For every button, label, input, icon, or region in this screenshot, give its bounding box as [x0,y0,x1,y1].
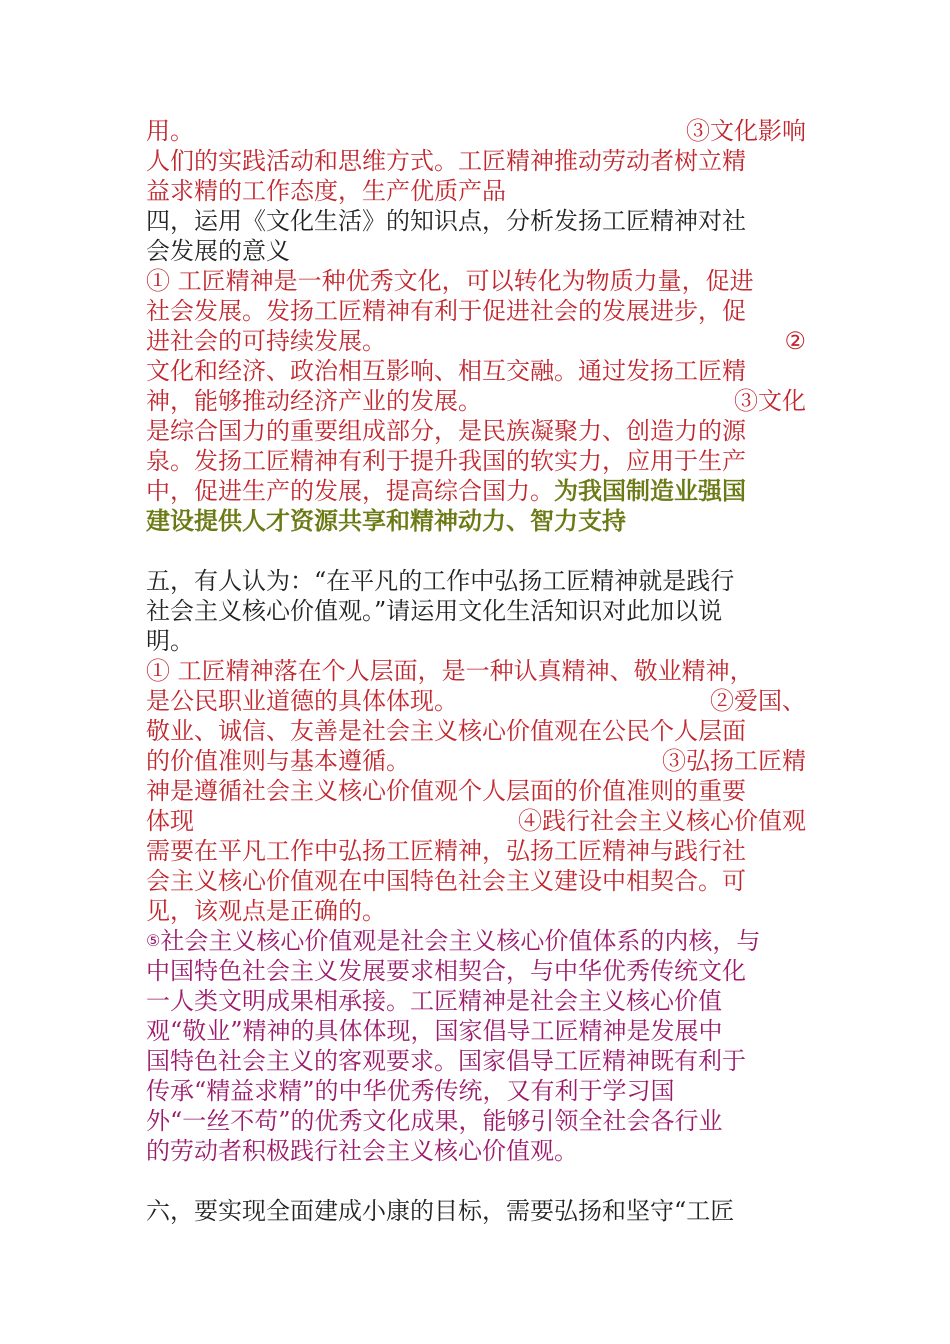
text-line [146,896,806,926]
text-line [146,776,806,806]
text-line [146,176,806,206]
line-right-text: ② [784,327,806,355]
blank-line [146,1166,806,1196]
line-text: 见，该观点是正确的。 [146,897,386,925]
line-right-text: ③文化 [734,387,806,415]
line-text: 会发展的意义 [146,237,290,265]
line-text: 泉。发扬工匠精神有利于提升我国的软实力，应用于生产 [146,447,746,475]
line-text: 敬业、诚信、友善是社会主义核心价值观在公民个人层面 [146,717,746,745]
line-text: 人们的实践活动和思维方式。工匠精神推动劳动者树立精 [146,147,746,175]
text-line [146,806,806,836]
text-line [146,986,806,1016]
text-line [146,206,806,236]
line-left-text: 体现 [146,807,194,835]
line-text: 是综合国力的重要组成部分，是民族凝聚力、创造力的源 [146,417,746,445]
line-text: 四，运用《文化生活》的知识点，分析发扬工匠精神对社 [146,207,746,235]
line-left-text: 用。 [146,117,194,145]
text-line [146,1136,806,1166]
line-text: 会主义核心价值观在中国特色社会主义建设中相契合。可 [146,867,746,895]
text-line [146,416,806,446]
text-line [146,476,806,506]
line-text: 社会发展。发扬工匠精神有利于促进社会的发展进步，促 [146,297,746,325]
line-text: ① 工匠精神是一种优秀文化，可以转化为物质力量，促进 [146,267,754,295]
text-line [146,146,806,176]
line-text: 五，有人认为：“在平凡的工作中弘扬工匠精神就是践行 [146,567,735,595]
text-line [146,506,806,536]
blank-line [146,536,806,566]
text-line [146,1016,806,1046]
text-line [146,746,806,776]
line-text: 传承“精益求精”的中华优秀传统，又有利于学习国 [146,1077,675,1105]
line-text: 需要在平凡工作中弘扬工匠精神，弘扬工匠精神与践行社 [146,837,746,865]
line-text: 外“一丝不苟”的优秀文化成果，能够引领全社会各行业 [146,1107,723,1135]
text-line [146,296,806,326]
highlighted-text: 为我国制造业强国 [554,476,746,505]
line-text: 中国特色社会主义发展要求相契合，与中华优秀传统文化 [146,957,746,985]
line-left-text: 是公民职业道德的具体体现。 [146,687,458,715]
line-left-text: 神，能够推动经济产业的发展。 [146,387,482,415]
text-line [146,626,806,656]
text-line [146,116,806,146]
line-text: 中，促进生产的发展，提高综合国力。 [146,477,554,505]
text-line [146,356,806,386]
line-text: 建设提供人才资源共享和精神动力、智力支持 [146,506,626,535]
document-page [146,116,806,1226]
line-text: 益求精的工作态度，生产优质产品 [146,177,506,205]
text-line [146,866,806,896]
line-text: 文化和经济、政治相互影响、相互交融。通过发扬工匠精 [146,357,746,385]
line-text: 神是遵循社会主义核心价值观个人层面的价值准则的重要 [146,777,746,805]
line-text: 社会主义核心价值观。”请运用文化生活知识对此加以说 [146,597,723,625]
text-line [146,446,806,476]
text-line [146,926,806,956]
line-text: 六，要实现全面建成小康的目标，需要弘扬和坚守“工匠 [146,1197,735,1225]
text-line [146,716,806,746]
text-line [146,236,806,266]
line-text: 观“敬业”精神的具体体现，国家倡导工匠精神是发展中 [146,1017,723,1045]
text-line [146,1106,806,1136]
text-line [146,326,806,356]
text-line [146,686,806,716]
text-line [146,1046,806,1076]
line-left-text: 进社会的可持续发展。 [146,327,386,355]
line-text: 的劳动者积极践行社会主义核心价值观。 [146,1137,578,1165]
line-right-text: ②爱国、 [710,687,806,715]
text-line [146,386,806,416]
line-text: 国特色社会主义的客观要求。国家倡导工匠精神既有利于 [146,1047,746,1075]
line-right-text: ③弘扬工匠精 [662,747,806,775]
text-line [146,596,806,626]
line-left-text: 的价值准则与基本遵循。 [146,747,410,775]
text-line [146,566,806,596]
line-text: 一人类文明成果相承接。工匠精神是社会主义核心价值 [146,987,722,1015]
line-text: 社会主义核心价值观是社会主义核心价值体系的内核，与 [160,927,761,955]
line-text: 明。 [146,627,194,655]
text-line [146,1076,806,1106]
text-line [146,836,806,866]
text-line [146,956,806,986]
line-right-text: ③文化影响 [686,117,806,145]
text-line [146,266,806,296]
line-right-text: ④践行社会主义核心价值观 [518,807,806,835]
text-line [146,656,806,686]
line-text: ① 工匠精神落在个人层面，是一种认真精神、敬业精神， [146,657,754,685]
circled-number-marker: ⑤ [146,931,161,950]
text-line [146,1196,806,1226]
